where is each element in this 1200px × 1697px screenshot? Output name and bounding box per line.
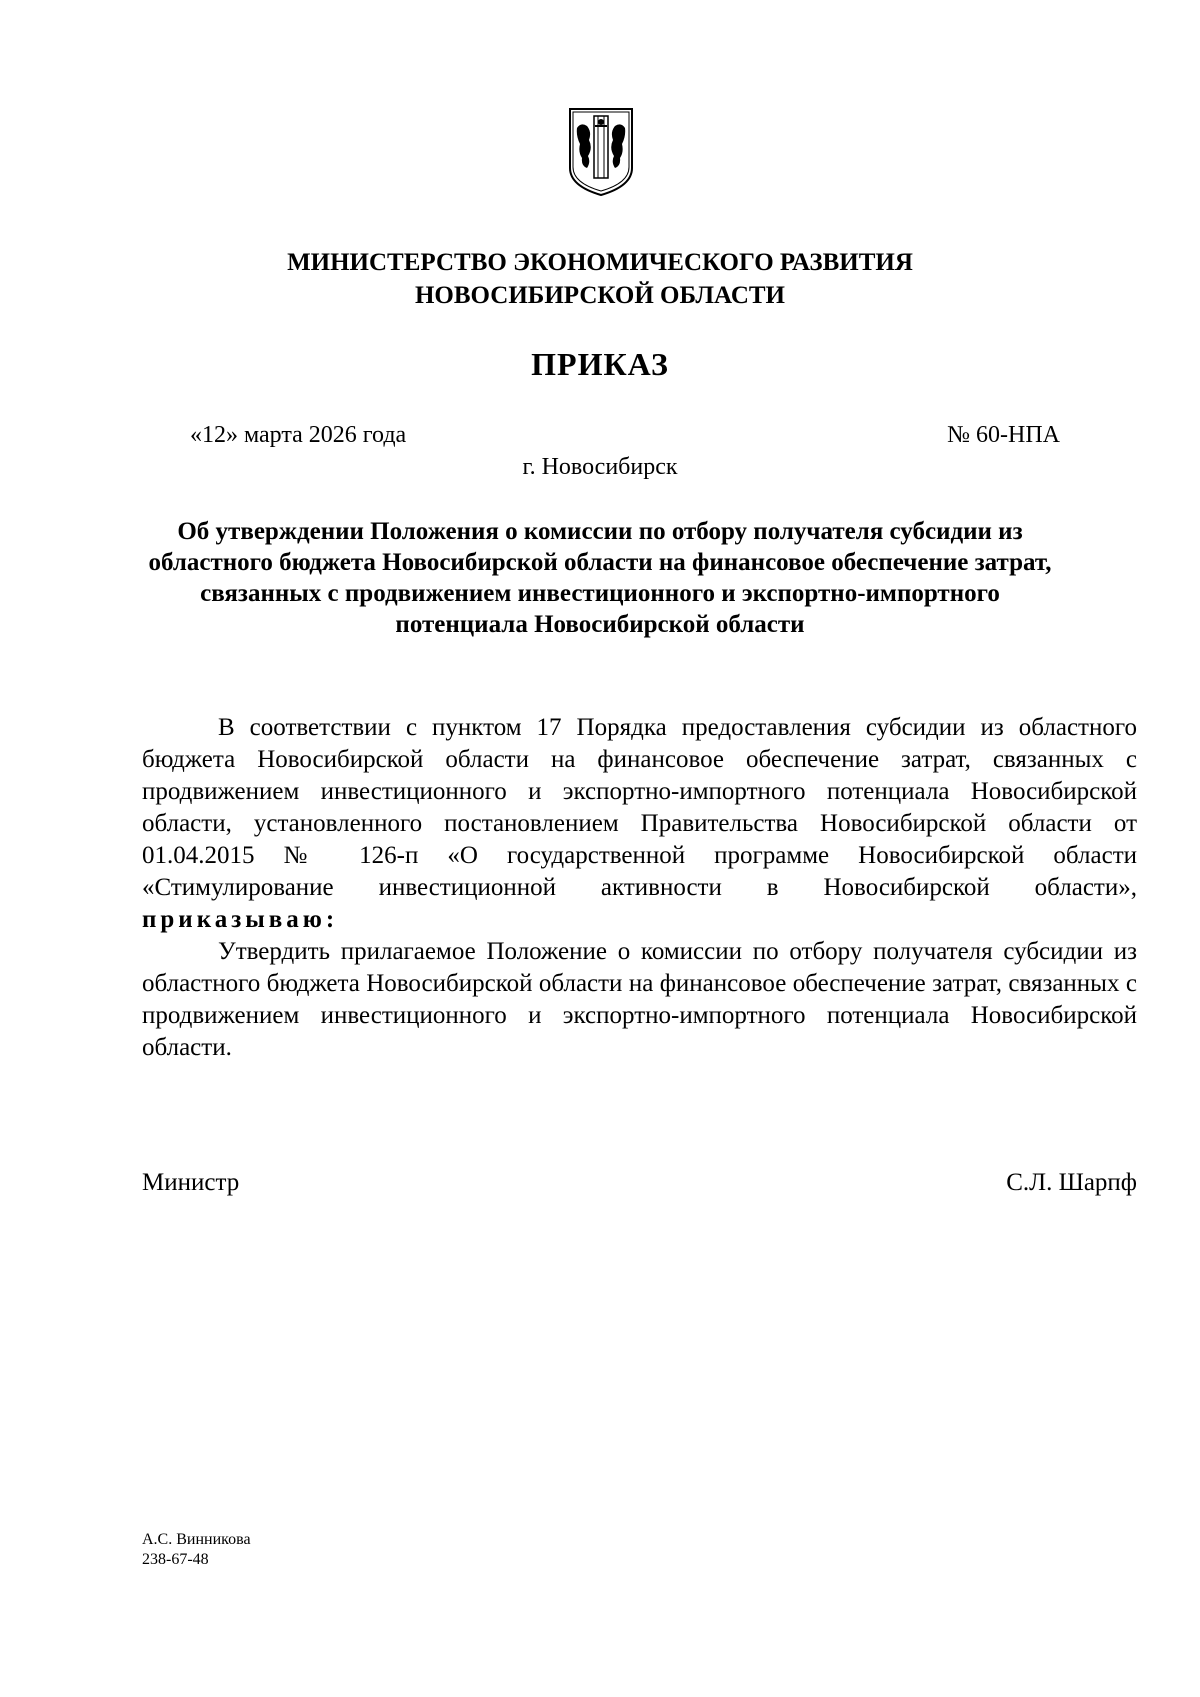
executor-phone: 238-67-48 (142, 1551, 209, 1568)
order-word: приказываю: (142, 906, 339, 933)
coat-of-arms-icon (567, 106, 635, 198)
document-city: г. Новосибирск (522, 454, 678, 480)
body-paragraph-1 (142, 712, 1137, 936)
document-date: «12» марта 2026 года (190, 422, 407, 448)
document-number: № 60-НПА (947, 422, 1060, 448)
document-body (142, 712, 1137, 1064)
document-subject: Об утверждении Положения о комиссии по отбору получателя субсидии из областного бюджета Новосибирской области на финансовое обеспечение затрат, связанных с продвижением инвестиционного и экспортно-импортного потенциала Новосибирской области (148, 518, 1052, 638)
signature-name: С.Л. Шарпф (1006, 1169, 1137, 1196)
ministry-line-1: МИНИСТЕРСТВО ЭКОНОМИЧЕСКОГО РАЗВИТИЯ (287, 249, 913, 276)
executor-name: А.С. Винникова (142, 1531, 251, 1548)
ministry-line-2: НОВОСИБИРСКОЙ ОБЛАСТИ (414, 282, 786, 309)
signature-position: Министр (142, 1169, 240, 1196)
executor-info (142, 1530, 251, 1570)
document-type: ПРИКАЗ (531, 346, 669, 382)
body-paragraph-1-text: В соответствии с пунктом 17 Порядка предоставления субсидии из областного бюджета Новосибирской области на финансовое обеспечение затрат, связанных с продвижением инвестиционного и экспортно-импортного потенциала Новосибирской области, установленного постановлением Правительства Новосибирской области от 01.04.2015 № 126-п «О государственной программе Новосибирской области «Стимулирование инвестиционной активности в Новосибирской области», (142, 714, 1137, 901)
body-paragraph-2: Утвердить прилагаемое Положение о комиссии по отбору получателя субсидии из областного бюджета Новосибирской области на финансовое обеспечение затрат, связанных с продвижением инвестиционного и экспортно-импортного потенциала Новосибирской области. (142, 938, 1137, 1061)
ministry-name (0, 246, 1200, 312)
